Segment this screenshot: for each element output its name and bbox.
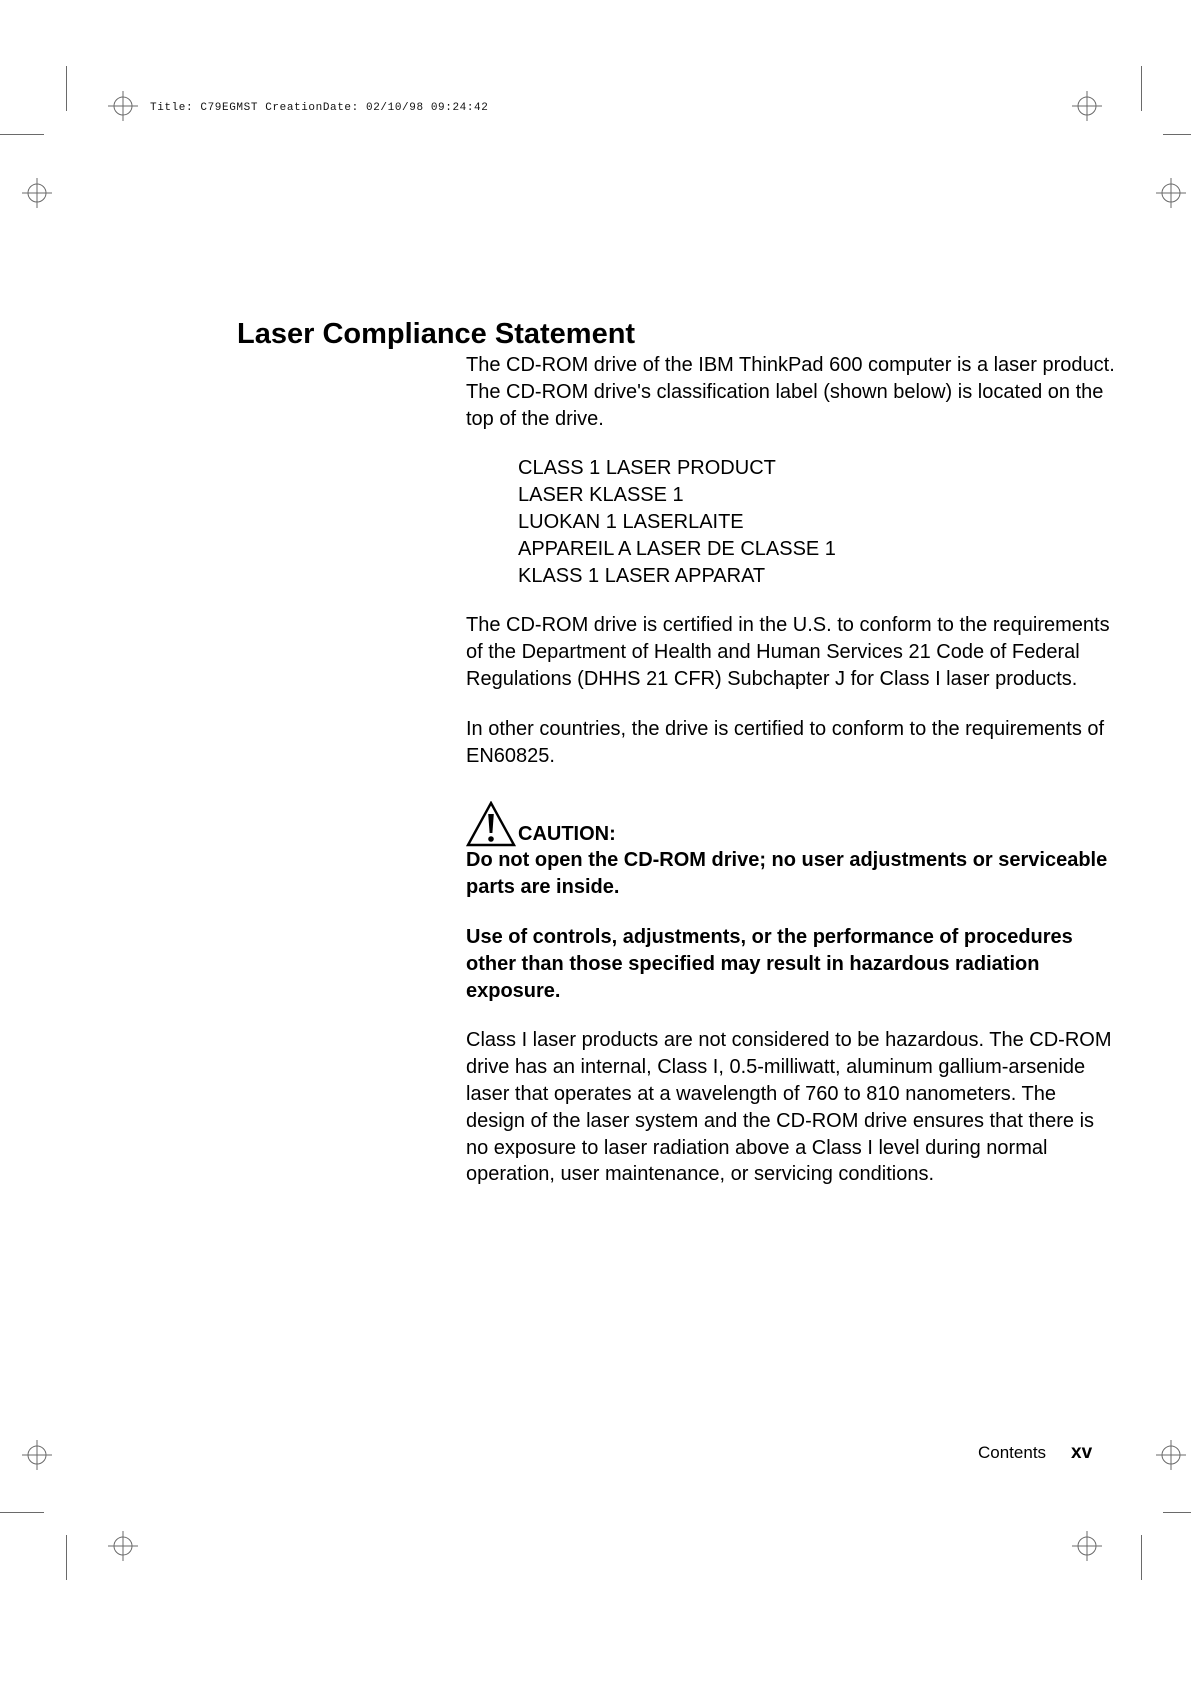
crop-mark-top-left-horizontal xyxy=(0,134,44,135)
caution-text: Use of controls, adjustments, or the performance of procedures other than those specified may result in hazardous radiation exposure. xyxy=(466,925,1073,1002)
label-line: CLASS 1 LASER PRODUCT xyxy=(518,457,776,480)
crop-mark-bottom-left-horizontal xyxy=(0,1512,44,1513)
page-footer xyxy=(978,1442,1092,1464)
registration-mark-icon xyxy=(108,91,138,121)
page-number: xv xyxy=(1071,1442,1093,1463)
registration-mark-icon xyxy=(1156,178,1186,208)
section-title: Laser Compliance Statement xyxy=(237,318,636,350)
label-line: KLASS 1 LASER APPARAT xyxy=(518,564,766,587)
other-countries-paragraph: In other countries, the drive is certified to conform to the requirements of EN60825. xyxy=(466,717,1105,767)
crop-mark-bottom-left-vertical xyxy=(66,1535,67,1580)
crop-mark-top-right-horizontal xyxy=(1163,134,1191,135)
class-info-paragraph: Class I laser products are not considered to be hazardous. The CD-ROM drive has an internal, Class I, 0.5-milliwatt, aluminum gallium-arsenide laser that operates at a wavelength of 760 to 810 nanometers. The design of the laser system and the CD-ROM drive ensures that there is no exposure to laser radiation above a Class I level during normal operation, user maintenance, or servicing conditions. xyxy=(466,1029,1112,1186)
caution-text: Do not open the CD-ROM drive; no user adjustments or serviceable parts are inside. xyxy=(466,849,1108,899)
label-line: APPAREIL A LASER DE CLASSE 1 xyxy=(518,537,836,560)
us-certification-paragraph: The CD-ROM drive is certified in the U.S. to conform to the requirements of the Department of Health and Human Services 21 Code of Federal Regulations (DHHS 21 CFR) Subchapter J for Class I laser products. xyxy=(466,614,1110,690)
crop-mark-top-right-vertical xyxy=(1141,66,1142,111)
footer-section-name: Contents xyxy=(978,1443,1047,1462)
crop-mark-bottom-right-vertical xyxy=(1141,1535,1142,1580)
crop-mark-bottom-right-horizontal xyxy=(1163,1512,1191,1513)
warning-triangle-icon xyxy=(466,801,516,847)
label-line: LUOKAN 1 LASERLAITE xyxy=(518,510,744,533)
label-line: LASER KLASSE 1 xyxy=(518,484,684,507)
registration-mark-icon xyxy=(1072,91,1102,121)
registration-mark-icon xyxy=(22,178,52,208)
print-header: Title: C79EGMST CreationDate: 02/10/98 09:24:42 xyxy=(150,102,489,114)
registration-mark-icon xyxy=(1156,1440,1186,1470)
intro-paragraph: The CD-ROM drive of the IBM ThinkPad 600 computer is a laser product. The CD-ROM drive's classification label (shown below) is located on the top of the drive. xyxy=(466,354,1115,430)
caution-heading xyxy=(466,801,1116,847)
registration-mark-icon xyxy=(22,1440,52,1470)
caution-label: CAUTION: xyxy=(518,822,616,845)
crop-mark-top-left-vertical xyxy=(66,66,67,111)
registration-mark-icon xyxy=(108,1531,138,1561)
section-body xyxy=(466,352,1116,1211)
registration-mark-icon xyxy=(1072,1531,1102,1561)
classification-label xyxy=(518,455,1116,589)
